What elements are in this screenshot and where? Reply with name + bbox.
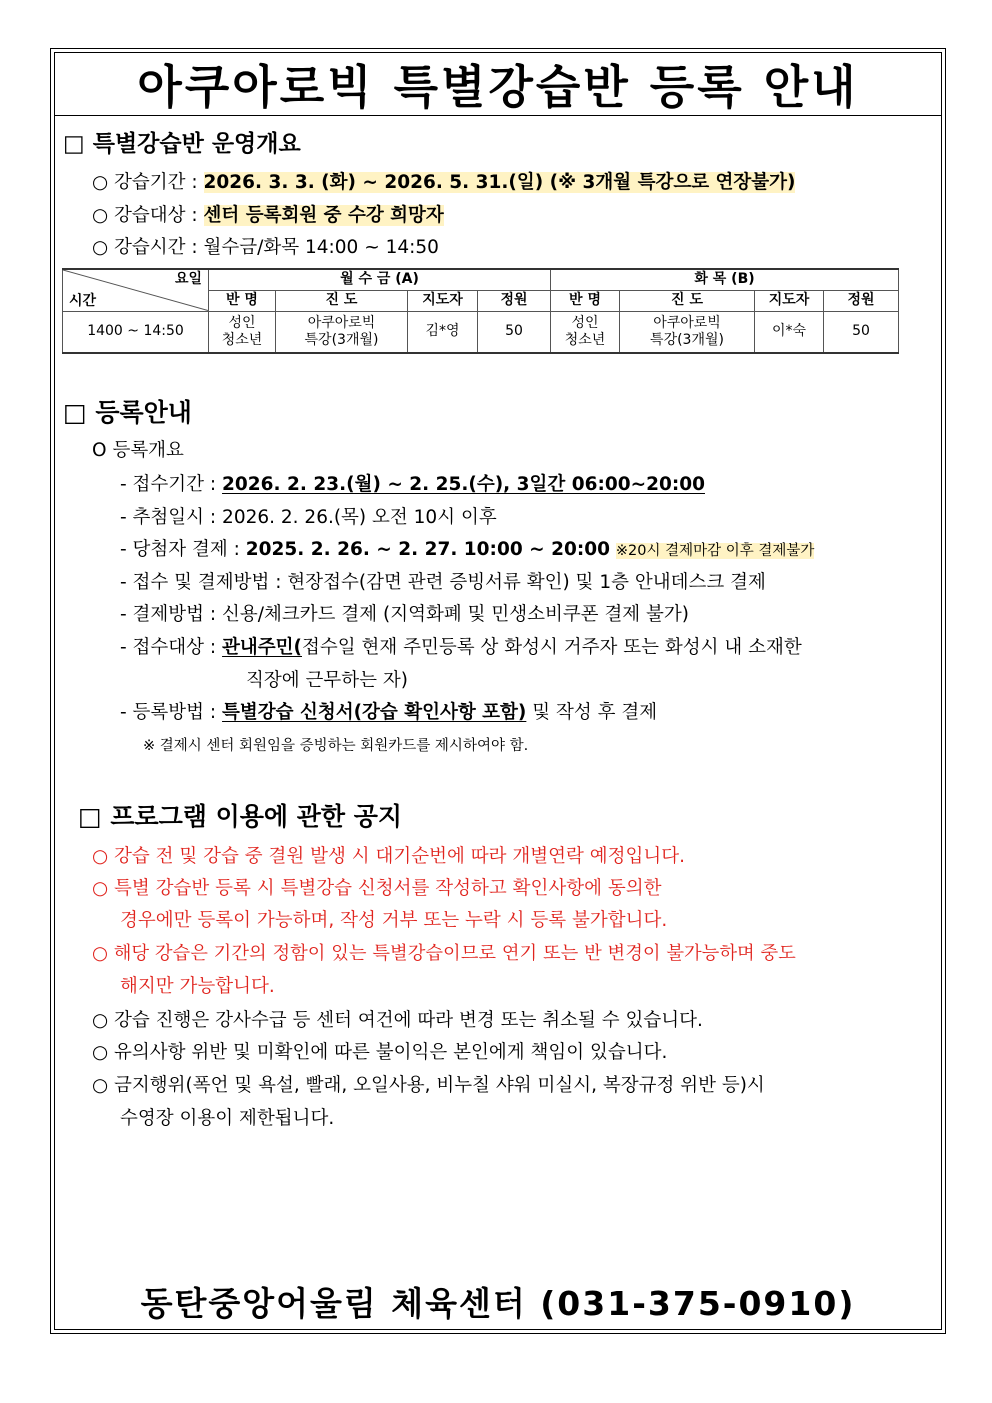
group-b-header: 화 목 (B) (551, 269, 899, 290)
target-line (92, 201, 444, 227)
class-line: 청소년 (221, 331, 263, 348)
instructor-cell: 김*영 (408, 311, 478, 353)
progress-line: 아쿠아로빅 (653, 314, 721, 331)
footer-center-contact: 동탄중앙어울림 체육센터 (031-375-0910) (140, 1284, 856, 1323)
reg-method-bold: 특별강습 신청서(강습 확인사항 포함) (222, 702, 527, 723)
page-title: 아쿠아로빅 특별강습반 등록 안내 (137, 59, 859, 114)
time-value: 월수금/화목 14:00 ~ 14:50 (203, 237, 439, 258)
notice-item: ○ 강습 진행은 강사수급 등 센터 여건에 따라 변경 또는 취소될 수 있습니다. (92, 1010, 703, 1031)
payment-line (120, 535, 814, 561)
reception-period-line (120, 470, 705, 496)
payment-value: 2025. 2. 26. ~ 2. 27. 10:00 ~ 20:00 (245, 539, 610, 560)
pay-method-line: - 결제방법 : 신용/체크카드 결제 (지역화폐 및 민생소비쿠폰 결제 불가) (120, 604, 690, 625)
col-header: 정원 (478, 290, 551, 311)
schedule-table (62, 268, 899, 354)
corner-time-label: 시간 (69, 292, 97, 309)
class-line: 성인 (228, 314, 256, 331)
table-corner-cell (63, 269, 209, 311)
notice-item: ○ 금지행위(폭언 및 욕설, 빨래, 오일사용, 비누칠 샤워 미실시, 복장규정 위반 등)시 (92, 1075, 765, 1096)
class-line: 성인 (571, 314, 599, 331)
time-sep: : (191, 237, 198, 258)
class-cell (209, 311, 276, 353)
registration-overview: O 등록개요 (92, 440, 184, 461)
target-label: 강습대상 (114, 205, 186, 226)
period-value: 2026. 3. 3. (화) ~ 2026. 5. 31.(일) (※ 3개월 특강으로 연장불가) (203, 172, 796, 193)
reception-label: - 접수기간 : (120, 474, 217, 495)
class-line: 청소년 (564, 331, 606, 348)
instructor-cell: 이*숙 (755, 311, 824, 353)
progress-cell (620, 311, 755, 353)
col-header: 진 도 (276, 290, 408, 311)
time-cell: 1400 ~ 14:50 (63, 311, 209, 353)
lottery-line (120, 503, 497, 529)
period-sep: : (191, 172, 198, 193)
col-header: 진 도 (620, 290, 755, 311)
col-header: 정원 (824, 290, 899, 311)
progress-line: 특강(3개월) (304, 331, 379, 348)
lottery-value: 2026. 2. 26.(목) 오전 10시 이후 (222, 507, 497, 528)
member-card-note: ※ 결제시 센터 회원임을 증빙하는 회원카드를 제시하여야 함. (143, 738, 529, 754)
payment-note: ※20시 결제마감 이후 결제불가 (615, 543, 815, 559)
period-bullet: ○ (92, 172, 109, 193)
target-residents-cont: 직장에 근무하는 자) (246, 670, 408, 691)
table-row (63, 311, 899, 353)
progress-line: 아쿠아로빅 (307, 314, 376, 331)
col-header: 반 명 (551, 290, 620, 311)
capacity-cell: 50 (824, 311, 899, 353)
title-box (54, 52, 942, 116)
period-line (92, 168, 795, 194)
progress-cell (276, 311, 408, 353)
lottery-label: - 추첨일시 : (120, 507, 217, 528)
target-bullet: ○ (92, 205, 109, 226)
section-notice-heading: □ 프로그램 이용에 관한 공지 (78, 802, 403, 831)
progress-line: 특강(3개월) (650, 331, 724, 348)
col-header: 반 명 (209, 290, 276, 311)
target-residents-bold: 관내주민( (222, 637, 302, 658)
notice-item-cont: 해지만 가능합니다. (120, 976, 275, 997)
time-label: 강습시간 (114, 237, 186, 258)
time-bullet: ○ (92, 237, 109, 258)
class-cell (551, 311, 620, 353)
reg-method-line (120, 698, 657, 724)
reg-method-label: - 등록방법 : (120, 702, 217, 723)
target-residents-label: - 접수대상 : (120, 637, 217, 658)
payment-label: - 당첨자 결제 : (120, 539, 240, 560)
section-registration-heading: □ 등록안내 (63, 398, 192, 427)
target-sep: : (191, 205, 198, 226)
notice-item-cont: 경우에만 등록이 가능하며, 작성 거부 또는 누락 시 등록 불가합니다. (120, 910, 668, 931)
notice-item: ○ 해당 강습은 기간의 정함이 있는 특별강습이므로 연기 또는 반 변경이 불가능하며 중도 (92, 943, 796, 964)
time-line (92, 233, 439, 259)
notice-item: ○ 강습 전 및 강습 중 결원 발생 시 대기순번에 따라 개별연락 예정입니다. (92, 846, 685, 867)
section-overview-heading: □ 특별강습반 운영개요 (63, 131, 301, 157)
reg-method-rest: 및 작성 후 결제 (526, 702, 658, 723)
period-label: 강습기간 (114, 172, 186, 193)
notice-item: ○ 유의사항 위반 및 미확인에 따른 불이익은 본인에게 책임이 있습니다. (92, 1042, 668, 1063)
reception-value: 2026. 2. 23.(월) ~ 2. 25.(수), 3일간 06:00~20:00 (222, 474, 705, 495)
target-residents-line (120, 633, 802, 659)
target-value: 센터 등록회원 중 수강 희망자 (203, 205, 444, 226)
col-header: 지도자 (755, 290, 824, 311)
col-header: 지도자 (408, 290, 478, 311)
group-a-header: 월 수 금 (A) (209, 269, 551, 290)
target-residents-rest: 접수일 현재 주민등록 상 화성시 거주자 또는 화성시 내 소재한 (302, 637, 802, 658)
notice-item-cont: 수영장 이용이 제한됩니다. (120, 1108, 335, 1129)
corner-day-label: 요일 (174, 271, 202, 287)
notice-item: ○ 특별 강습반 등록 시 특별강습 신청서를 작성하고 확인사항에 동의한 (92, 878, 662, 899)
method-line: - 접수 및 결제방법 : 현장접수(감면 관련 증빙서류 확인) 및 1층 안내데스크 결제 (120, 572, 766, 593)
capacity-cell: 50 (478, 311, 551, 353)
